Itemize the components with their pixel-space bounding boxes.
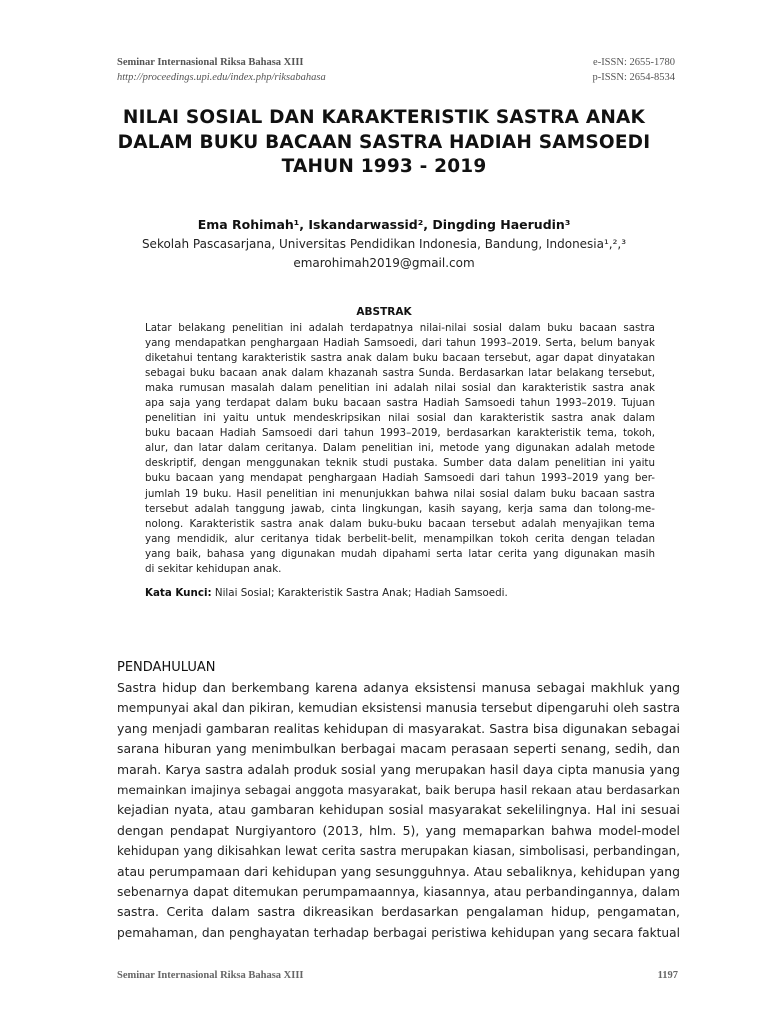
body-line: sebenarnya dapat ditemukan perumpamaannya, kiasannya, atau perbandingannya, dalam [117, 885, 680, 900]
body-line: kejadian nyata, atau gambaran kehidupan sosial masyarakat sekelilingnya. Hal ini sesuai [117, 802, 680, 818]
body-line: mempunyai akal dan pikiran, kemudian eksistensi manusia tersebut dipengaruhi oleh sastra [117, 701, 680, 716]
body-line: pemahaman, dan penghayatan terhadap berbagai peristiwa kehidupan yang secara faktual [117, 925, 680, 940]
abstract-body [145, 321, 655, 577]
abstract-line: jumlah 19 buku. Hasil penelitian ini menunjukkan bahwa nilai sosial dalam buku bacaan sastra [145, 487, 655, 500]
body-line: sarana hiburan yang menimbulkan berbagai macam perasaan seperti senang, sedih, dan [117, 741, 680, 757]
abstract-line: yang mendidik, alur ceritanya tidak berbelit-belit, menampilkan tokoh cerita dengan teladan [145, 532, 655, 545]
body-line: kehidupan yang dikisahkan lewat cerita sastra merupakan kiasan, simbolisasi, perbandingan, [117, 844, 680, 859]
title-line: NILAI SOSIAL DAN KARAKTERISTIK SASTRA ANAK [122, 107, 646, 128]
body-line: sastra. Cerita dalam sastra dikreasikan berdasarkan pengalaman hidup, pengamatan, [117, 904, 680, 920]
abstract-line: deskriptif, dengan menggunakan teknik studi pustaka. Sumber data dalam penelitian ini yaitu [145, 457, 655, 470]
title-line: DALAM BUKU BACAAN SASTRA HADIAH SAMSOEDI [117, 131, 651, 153]
authors: Ema Rohimah¹, Iskandarwassid², Dingding Haerudin³ [197, 217, 571, 232]
paper-title [100, 106, 668, 180]
page-number: 1197 [657, 970, 678, 981]
section-body [117, 678, 680, 943]
body-line: atau perumpamaan dari kehidupan yang sesungguhnya. Atau sebaliknya, kehidupan yang [117, 863, 680, 879]
abstract-line: maka rumusan masalah dalam penelitian ini adalah nilai sosial dan karakteristik sastra anak [145, 382, 655, 395]
header-url: http://proceedings.upi.edu/index.php/riksabahasa [117, 72, 326, 83]
abstract-line: yang mendapatkan penghargaan Hadiah Samsoedi, dari tahun 1993–2019. Serta, belum banyak [145, 337, 655, 350]
abstract-line: apa saja yang terdapat dalam buku bacaan sastra Hadiah Samsoedi tahun 1993–2019. Tujuan [145, 397, 655, 410]
keywords [145, 587, 508, 599]
abstract-line: diketahui tentang karakteristik sastra anak dalam buku bacaan tersebut, agar dapat dinyatakan [145, 352, 655, 365]
keywords-text: Nilai Sosial; Karakteristik Sastra Anak; Hadiah Samsoedi. [211, 587, 508, 599]
body-line: memainkan imajinya sebagai anggota masyarakat, baik berupa hasil rekaan atau berdasarkan [117, 783, 680, 798]
title-line: TAHUN 1993 - 2019 [281, 156, 487, 177]
header-conference: Seminar Internasional Riksa Bahasa XIII [117, 57, 304, 68]
running-header-right [592, 55, 675, 85]
keywords-label: Kata Kunci: [145, 587, 212, 599]
abstract-heading: ABSTRAK [356, 306, 412, 318]
header-eissn: e-ISSN: 2655-1780 [593, 57, 675, 68]
affiliation: Sekolah Pascasarjana, Universitas Pendidikan Indonesia, Bandung, Indonesia¹,²,³ [141, 237, 627, 251]
abstract-line: sebagai buku bacaan anak dalam khazanah sastra Sunda. Berdasarkan latar belakang tersebut, [145, 367, 655, 380]
abstract-line: yang baik, bahasa yang digunakan mudah dipahami serta latar cerita yang digunakan masih [145, 547, 655, 560]
body-line: marah. Karya sastra adalah produk sosial yang merupakan hasil daya cipta manusia yang [117, 761, 680, 777]
abstract-line: tersebut adalah tanggung jawab, cinta lingkungan, kasih sayang, kerja sama dan tolong-me- [145, 502, 655, 515]
abstract-line: buku bacaan yang mendapat penghargaan Hadiah Samsoedi dari tahun 1993–2019 yang ber- [145, 472, 655, 485]
body-line: yang menjadi gambaran realitas kehidupan di masyarakat. Sastra bisa digunakan sebagai [117, 720, 680, 736]
section-heading: PENDAHULUAN [117, 660, 216, 675]
header-pissn: p-ISSN: 2654-8534 [592, 72, 675, 83]
abstract-line: buku bacaan Hadiah Samsoedi dari tahun 1993–2019, berdasarkan karakteristik tema, tokoh, [145, 427, 655, 440]
footer-conference: Seminar Internasional Riksa Bahasa XIII [117, 970, 304, 981]
author-email: emarohimah2019@gmail.com [293, 256, 475, 270]
abstract-line: penelitian ini yaitu untuk mendeskripsikan nilai sosial dan karakteristik sastra anak dalam [145, 412, 655, 425]
abstract-line: alur, dan latar dalam ceritanya. Dalam penelitian ini, metode yang digunakan adalah metode [145, 442, 655, 455]
body-line: dengan pendapat Nurgiyantoro (2013, hlm. 5), yang memaparkan bahwa model-model [117, 822, 680, 838]
running-header-left [117, 55, 326, 85]
abstract-line: Latar belakang penelitian ini adalah terdapatnya nilai-nilai sosial dalam buku bacaan sastra [145, 322, 655, 334]
body-line: Sastra hidup dan berkembang karena adanya eksistensi manusa sebagai makhluk yang [117, 680, 680, 695]
abstract-line: nolong. Karakteristik sastra anak dalam buku-buku bacaan tersebut adalah menyajikan tema [145, 517, 655, 530]
abstract-line: di sekitar kehidupan anak. [145, 562, 282, 575]
